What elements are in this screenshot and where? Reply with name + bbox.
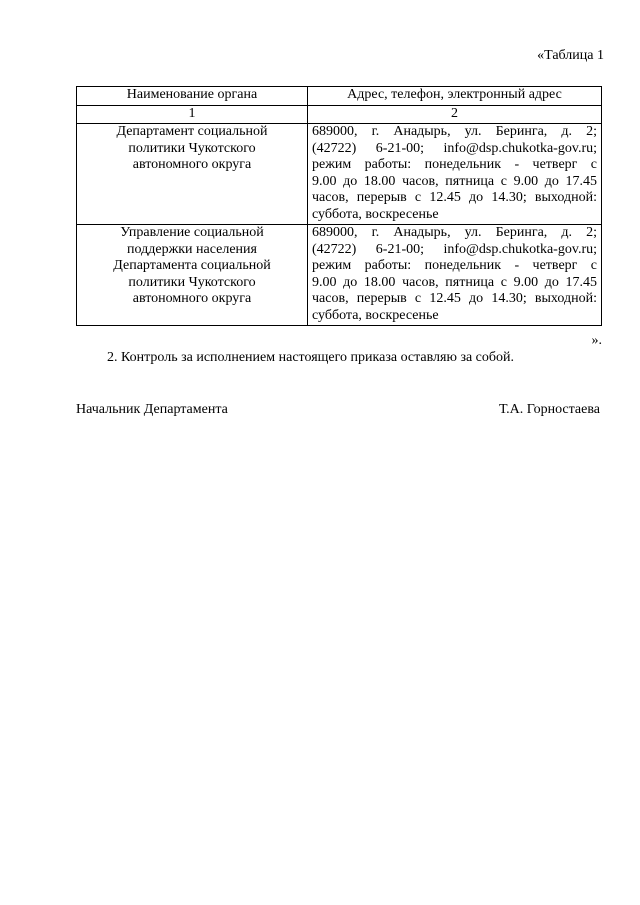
org-name-line: поддержки населения bbox=[127, 241, 257, 257]
org-name-line: Департамент социальной bbox=[116, 124, 268, 139]
signature-title: Начальник Департамента bbox=[76, 402, 228, 417]
address-line: часов, перерыв с 12.45 до 14.30; выходной: bbox=[312, 190, 597, 205]
table-number-row bbox=[77, 105, 602, 124]
address-cell bbox=[308, 225, 602, 326]
paragraph-2: 2. Контроль за исполнением настоящего приказа оставляю за собой. bbox=[107, 350, 515, 365]
table-header-row bbox=[77, 87, 602, 106]
table-caption: «Таблица 1 bbox=[537, 48, 604, 63]
column-number-1: 1 bbox=[77, 105, 308, 124]
org-name-line: Управление социальной bbox=[120, 225, 264, 240]
address-line: суббота, воскресенье bbox=[312, 206, 439, 222]
address-line: суббота, воскресенье bbox=[312, 307, 439, 323]
column-number-2: 2 bbox=[308, 105, 602, 124]
address-line: 9.00 до 18.00 часов, пятница с 9.00 до 17.45 bbox=[312, 173, 597, 189]
address-line: 689000, г. Анадырь, ул. Беринга, д. 2; bbox=[312, 225, 597, 240]
org-name-line: политики Чукотского bbox=[128, 274, 256, 290]
address-line: (42722) 6-21-00; info@dsp.chukotka-gov.ru; bbox=[312, 140, 597, 156]
org-name-cell bbox=[77, 225, 308, 326]
org-name-line: политики Чукотского bbox=[128, 140, 256, 156]
header-org-name: Наименование органа bbox=[77, 87, 308, 106]
address-cell bbox=[308, 124, 602, 225]
org-name-line: Департамента социальной bbox=[113, 258, 271, 273]
header-address: Адрес, телефон, электронный адрес bbox=[308, 87, 602, 106]
org-name-line: автономного округа bbox=[132, 291, 252, 306]
address-line: 9.00 до 18.00 часов, пятница с 9.00 до 17.45 bbox=[312, 274, 597, 290]
table-row bbox=[77, 225, 602, 326]
signature-name: Т.А. Горностаева bbox=[498, 402, 600, 417]
table-row bbox=[77, 124, 602, 225]
address-line: 689000, г. Анадырь, ул. Беринга, д. 2; bbox=[312, 124, 597, 139]
org-name-cell bbox=[77, 124, 308, 225]
address-line: часов, перерыв с 12.45 до 14.30; выходной: bbox=[312, 291, 597, 306]
address-line: режим работы: понедельник - четверг с bbox=[312, 157, 597, 172]
org-name-line: автономного округа bbox=[132, 157, 252, 172]
closing-quote: ». bbox=[591, 333, 602, 348]
address-line: режим работы: понедельник - четверг с bbox=[312, 258, 597, 273]
organizations-table bbox=[76, 86, 602, 326]
address-line: (42722) 6-21-00; info@dsp.chukotka-gov.ru; bbox=[312, 241, 597, 257]
